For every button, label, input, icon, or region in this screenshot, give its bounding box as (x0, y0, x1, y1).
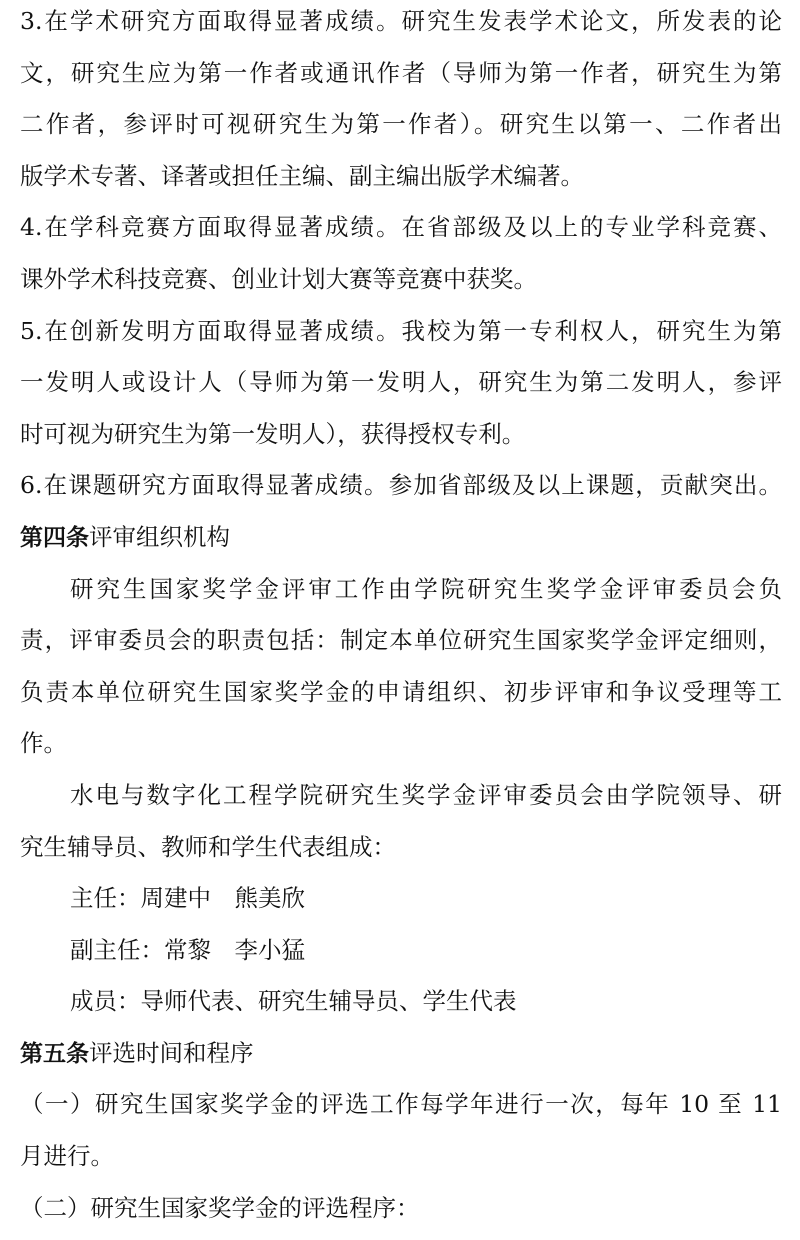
article-5-label: 第五条 (20, 1040, 89, 1067)
text-line: 责，评审委员会的职责包括：制定本单位研究生国家奖学金评定细则， (20, 626, 782, 655)
text-line: 究生辅导员、教师和学生代表组成： (20, 832, 396, 861)
text-line: （二）研究生国家奖学金的评选程序： (20, 1193, 420, 1222)
text-line: 版学术专著、译著或担任主编、副主编出版学术编著。 (20, 161, 584, 190)
article-4-title: 评审组织机构 (89, 522, 230, 551)
article-5-heading (20, 1034, 782, 1086)
text-line: 课外学术科技竞赛、创业计划大赛等竞赛中获奖。 (20, 264, 537, 293)
text-line: （一）研究生国家奖学金的评选工作每学年进行一次，每年 10 至 11 (20, 1090, 782, 1119)
text-line: 一发明人或设计人（导师为第一发明人，研究生为第二发明人，参评 (20, 368, 782, 397)
text-line: 时可视为研究生为第一发明人），获得授权专利。 (20, 419, 526, 448)
text-line: 月进行。 (20, 1142, 114, 1171)
committee-members: 成员：导师代表、研究生辅导员、学生代表 (70, 987, 517, 1016)
text-line: 3.在学术研究方面取得显著成绩。研究生发表学术论文，所发表的论 (20, 7, 782, 35)
article-4-label: 第四条 (20, 524, 89, 551)
text-line: 研究生国家奖学金评审工作由学院研究生奖学金评审委员会负 (70, 574, 782, 603)
article-5-title: 评选时间和程序 (89, 1038, 254, 1067)
article-4-heading (20, 518, 782, 570)
committee-vice-director: 副主任：常黎 李小猛 (70, 935, 305, 964)
text-line: 4.在学科竞赛方面取得显著成绩。在省部级及以上的专业学科竞赛、 (20, 213, 782, 242)
text-line: 二作者，参评时可视研究生为第一作者）。研究生以第一、二作者出 (20, 110, 782, 139)
text-line: 水电与数字化工程学院研究生奖学金评审委员会由学院领导、研 (70, 780, 782, 809)
text-line: 5.在创新发明方面取得显著成绩。我校为第一专利权人，研究生为第 (20, 316, 782, 345)
text-line: 6.在课题研究方面取得显著成绩。参加省部级及以上课题，贡献突出。 (20, 471, 782, 500)
text-line: 负责本单位研究生国家奖学金的申请组织、初步评审和争议受理等工 (20, 677, 782, 706)
committee-director: 主任：周建中 熊美欣 (70, 884, 305, 913)
text-line: 文，研究生应为第一作者或通讯作者（导师为第一作者，研究生为第 (20, 58, 782, 87)
text-line: 作。 (20, 729, 67, 758)
